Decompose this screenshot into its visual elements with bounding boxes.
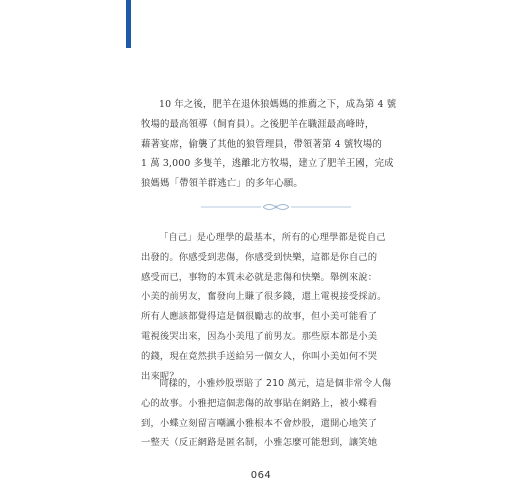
paragraph-line: 藉著宴席，偷襲了其他的狼管理員，帶領著第 4 號牧場的 xyxy=(141,138,382,150)
paragraph-line: 狼媽媽「帶領羊群逃亡」的多年心願。 xyxy=(141,178,303,190)
paragraph-line: 「自己」是心理學的最基本，所有的心理學都是從自己 xyxy=(159,232,386,243)
paragraph-line: 的錢，現在竟然拱手送給另一個女人，你叫小美如何不哭 xyxy=(141,350,378,362)
paragraph-line: 同樣的，小雅炒股票賠了 210 萬元，這是個非常令人傷 xyxy=(159,378,392,389)
paragraph-line: 小美的前男友，奮發向上賺了很多錢，還上電視接受採訪。 xyxy=(141,291,387,303)
paragraph-line: 心的故事。小雅把這個悲傷的故事貼在網路上，被小蝶看 xyxy=(141,397,378,409)
paragraph-line: 出發的。你感受到悲傷，你感受到快樂，這都是你自己的 xyxy=(141,251,378,263)
page-content xyxy=(141,0,397,500)
paragraph-line: 感受而已，事物的本質未必就是悲傷和快樂。舉例來說： xyxy=(141,271,378,283)
paragraph-line: 到，小蝶立刻留言嘲諷小雅根本不會炒股，還開心地笑了 xyxy=(141,417,378,429)
top-accent-bar xyxy=(126,0,131,48)
body-paragraph xyxy=(141,228,387,386)
paragraph-line: 1 萬 3,000 多隻羊，逃離北方牧場，建立了肥羊王國，完成 xyxy=(141,158,394,170)
paragraph-line: 10 年之後，肥羊在退休狼媽媽的推薦之下，成為第 4 號 xyxy=(159,99,397,110)
paragraph-line: 電視後哭出來，因為小美甩了前男友。那些原本都是小美 xyxy=(141,330,378,342)
ornamental-divider xyxy=(201,202,351,212)
body-paragraph xyxy=(141,374,392,453)
story-paragraph xyxy=(141,95,397,194)
paragraph-line: 出來呢？ xyxy=(141,370,179,382)
page-number: 064 xyxy=(250,470,272,481)
paragraph-line: 牧場的最高領導（飼育員）。之後肥羊在職涯最高峰時， xyxy=(141,118,375,130)
paragraph-line: 所有人應該都覺得這是個很勵志的故事，但小美可能看了 xyxy=(141,311,378,323)
paragraph-line: 一整天（反正網路是匿名制，小雅怎麼可能想到，讓笑她 xyxy=(141,437,378,449)
